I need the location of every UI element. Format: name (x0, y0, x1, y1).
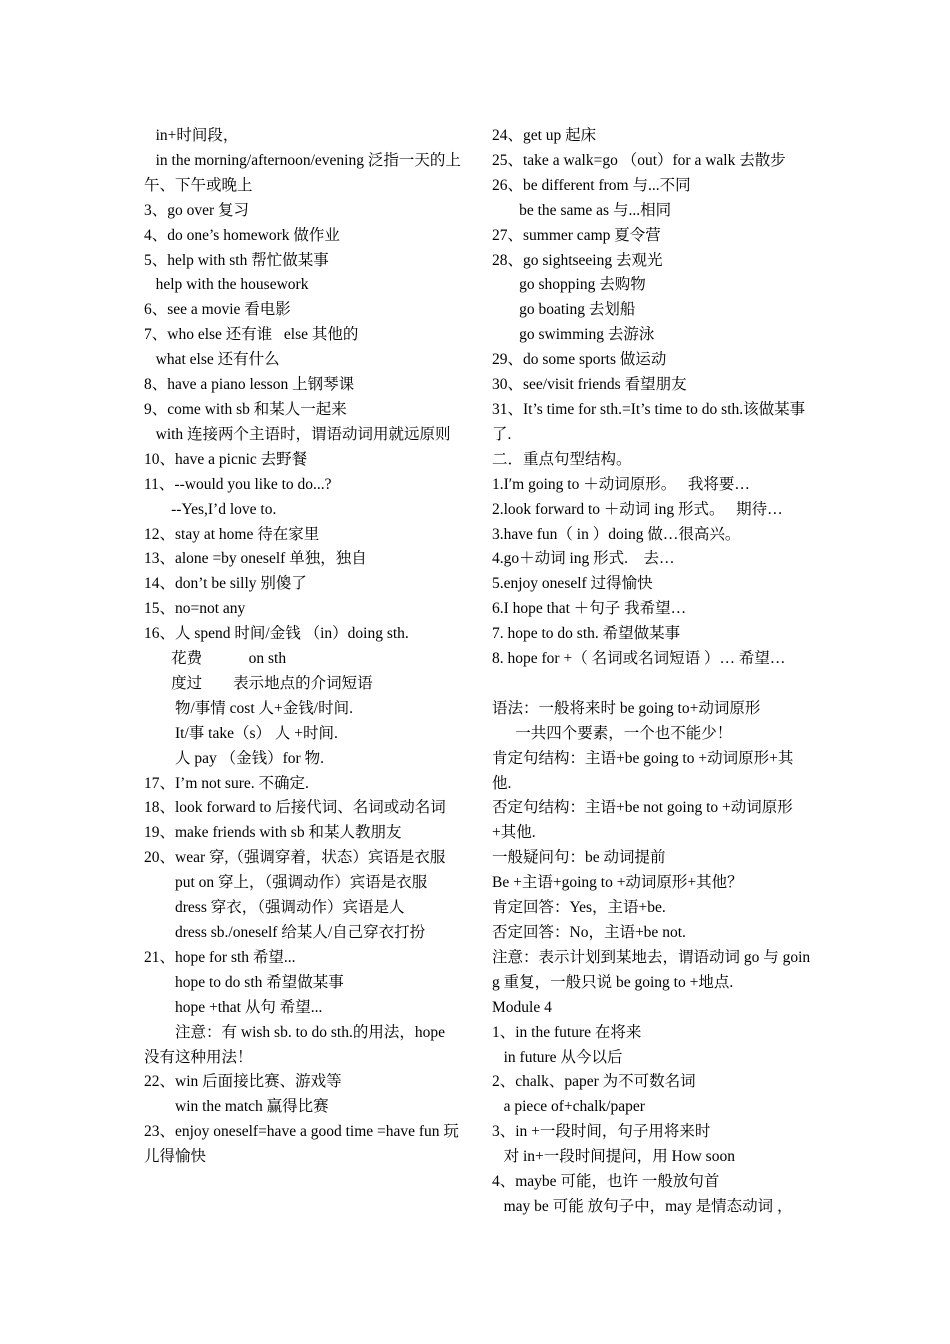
text-line: 肯定回答：Yes，主语+be. (492, 899, 666, 917)
text-line: hope to do sth 希望做某事 (144, 973, 344, 991)
text-line: Module 4 (492, 998, 552, 1016)
text-line: 否定句结构：主语+be not going to +动词原形+其他. (492, 799, 793, 842)
text-line: 16、人 spend 时间/金钱 （in）doing sth. (144, 625, 409, 643)
text-line: go swimming 去游泳 (492, 326, 655, 344)
text-line: 9、come with sb 和某人一起来 (144, 400, 347, 418)
text-line: 23、enjoy oneself=have a good time =have fun 玩儿得愉快 (144, 1123, 459, 1166)
text-line: 4.go＋动词 ing 形式. 去… (492, 550, 675, 568)
text-line: 1、in the future 在将来 (492, 1023, 642, 1041)
text-line: 17、I’m not sure. 不确定. (144, 774, 309, 792)
text-line: 二．重点句型结构。 (492, 450, 632, 468)
text-line: 3、go over 复习 (144, 201, 250, 219)
text-line: 14、don’t be silly 别傻了 (144, 575, 307, 593)
text-line: 5.enjoy oneself 过得愉快 (492, 575, 653, 593)
text-line: 肯定句结构：主语+be going to +动词原形+其他. (492, 749, 794, 792)
text-line: may be 可能 放句子中，may 是情态动词 ， (492, 1197, 793, 1215)
text-line: hope +that 从句 希望... (144, 998, 323, 1016)
text-line: 一共四个要素，一个也不能少！ (492, 724, 733, 742)
text-line: 25、take a walk=go （out）for a walk 去散步 (492, 151, 786, 169)
text-line: 18、look forward to 后接代词、名词或动名词 (144, 799, 446, 817)
text-line: 27、summer camp 夏令营 (492, 226, 661, 244)
text-line: win the match 赢得比赛 (144, 1098, 329, 1116)
right-column (492, 124, 812, 1220)
text-line: 一般疑问句：be 动词提前 (492, 849, 666, 867)
text-line: 12、stay at home 待在家里 (144, 525, 320, 543)
text-line: 人 pay （金钱）for 物. (144, 749, 324, 767)
text-line: help with the housework (144, 276, 309, 294)
left-column (144, 124, 462, 1170)
text-line: 语法：一般将来时 be going to+动词原形 (492, 699, 761, 717)
text-line: 对 in+一段时间提问，用 How soon (492, 1148, 735, 1166)
text-line: 6.I hope that ＋句子 我希望… (492, 600, 687, 618)
text-line: 否定回答：No，主语+be not. (492, 923, 686, 941)
text-line: 30、see/visit friends 看望朋友 (492, 376, 687, 394)
text-line: 1.I′m going to ＋动词原形。 我将要… (492, 475, 750, 493)
text-line: 4、maybe 可能，也许 一般放句首 (492, 1173, 720, 1191)
text-line: 3.have fun（ in ）doing 做…很高兴。 (492, 525, 741, 543)
text-line: go boating 去划船 (492, 301, 636, 319)
text-line (492, 672, 812, 697)
text-line: 注意：表示计划到某地去，谓语动词 go 与 going 重复，一般只说 be going to +地点. (492, 948, 811, 991)
text-line: 物/事情 cost 人+金钱/时间. (144, 699, 353, 717)
text-line: 度过 表示地点的介词短语 (144, 674, 373, 692)
text-line: in the morning/afternoon/evening 泛指一天的上午、下午或晚上 (144, 151, 461, 194)
text-line: 2、chalk、paper 为不可数名词 (492, 1073, 696, 1091)
text-line: 3、in +一段时间，句子用将来时 (492, 1123, 711, 1141)
text-line: be the same as 与...相同 (492, 201, 672, 219)
text-line: 19、make friends with sb 和某人教朋友 (144, 824, 402, 842)
text-line: 2.look forward to ＋动词 ing 形式。 期待… (492, 500, 783, 518)
text-line: with 连接两个主语时，谓语动词用就远原则 (144, 425, 451, 443)
text-line: 20、wear 穿,（强调穿着，状态）宾语是衣服 (144, 849, 446, 867)
text-line: what else 还有什么 (144, 351, 280, 369)
text-line: 31、It’s time for sth.=It’s time to do sth.该做某事了. (492, 400, 806, 443)
text-line: dress 穿衣，（强调动作）宾语是人 (144, 899, 405, 917)
text-line: go shopping 去购物 (492, 276, 646, 294)
text-line: 注意：有 wish sb. to do sth.的用法，hope 没有这种用法！ (144, 1023, 449, 1066)
text-line: 7、who else 还有谁 else 其他的 (144, 326, 359, 344)
text-line: 21、hope for sth 希望... (144, 948, 296, 966)
text-line: 24、get up 起床 (492, 127, 597, 144)
text-line: 6、see a movie 看电影 (144, 301, 291, 319)
text-line: 8. hope for +（ 名词或名词短语 ）… 希望… (492, 650, 786, 668)
text-line: in future 从今以后 (492, 1048, 623, 1066)
text-line: 13、alone =by oneself 单独，独自 (144, 550, 367, 568)
text-line: 7. hope to do sth. 希望做某事 (492, 625, 681, 643)
text-line: Be +主语+going to +动词原形+其他？ (492, 874, 743, 892)
text-line: It/事 take（s） 人 +时间. (144, 724, 338, 742)
text-line: 4、do one’s homework 做作业 (144, 226, 340, 244)
text-line: 28、go sightseeing 去观光 (492, 251, 663, 269)
text-line: --Yes,I’d love to. (144, 500, 277, 518)
text-line: a piece of+chalk/paper (492, 1098, 645, 1116)
text-line: 花费 on sth (144, 650, 287, 668)
text-line: 5、help with sth 帮忙做某事 (144, 251, 329, 269)
text-line: 15、no=not any (144, 600, 246, 618)
text-line: put on 穿上，（强调动作）宾语是衣服 (144, 874, 428, 892)
text-line: dress sb./oneself 给某人/自己穿衣打扮 (144, 924, 426, 941)
text-line: 29、do some sports 做运动 (492, 351, 667, 369)
text-line: 26、be different from 与...不同 (492, 176, 691, 194)
text-line: 22、win 后面接比赛、游戏等 (144, 1073, 342, 1091)
text-line: 10、have a picnic 去野餐 (144, 450, 308, 468)
text-line: 11、--would you like to do...? (144, 475, 332, 493)
text-line: in+时间段， (144, 127, 239, 144)
text-line: 8、have a piano lesson 上钢琴课 (144, 376, 355, 394)
